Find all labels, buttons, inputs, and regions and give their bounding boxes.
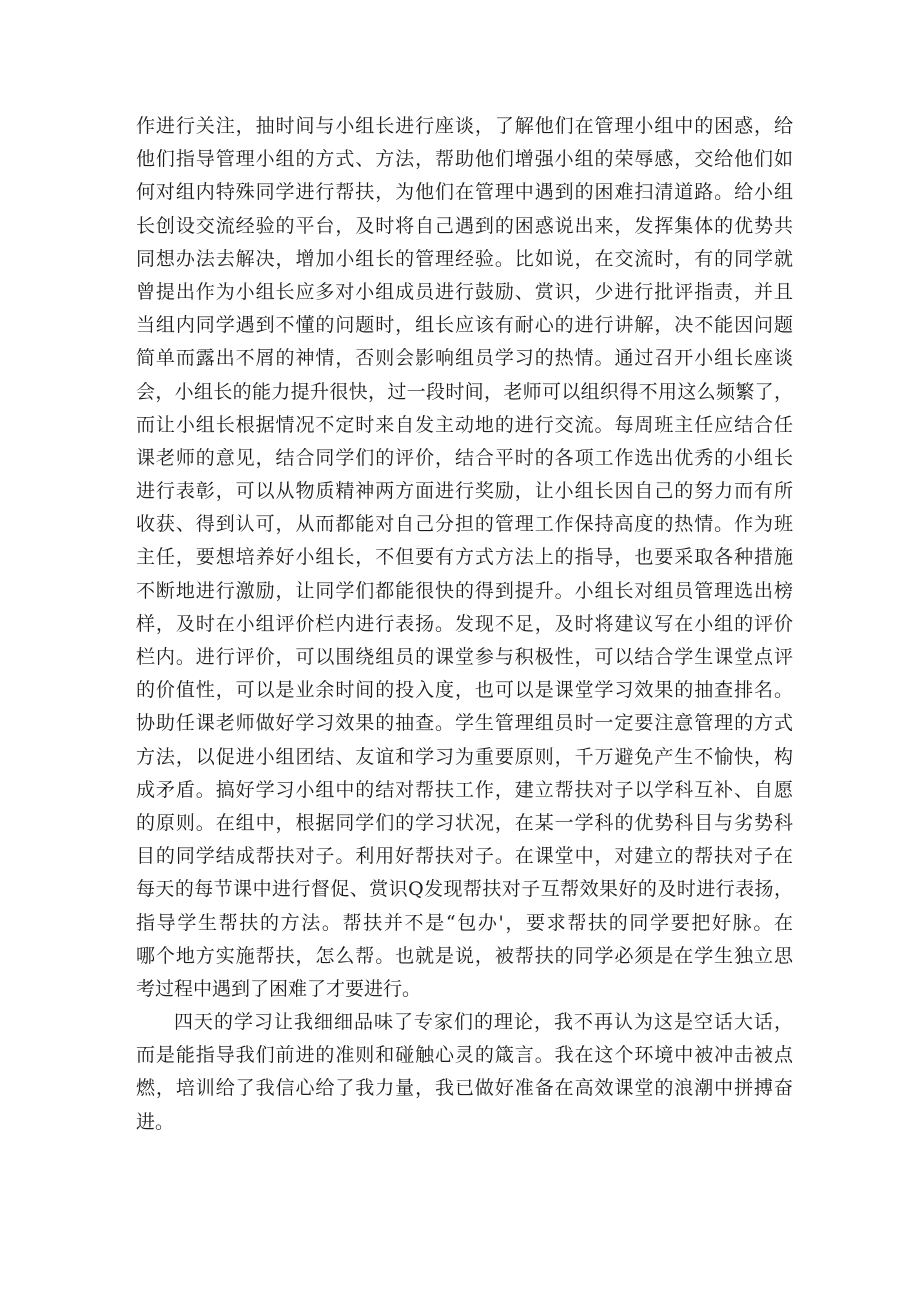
text-line: 进。 <box>136 1110 175 1133</box>
text-line: 同想办法去解决，增加小组长的管理经验。比如说，在交流时，有的同学就 <box>136 247 793 270</box>
text-line: 的原则。在组中，根据同学们的学习状况，在某一学科的优势科目与劣势科 <box>136 811 793 834</box>
text-line: 指导学生帮扶的方法。帮扶并不是“包办'，要求帮扶的同学要把好脉。在 <box>136 911 793 934</box>
text-line: 曾提出作为小组长应多对小组成员进行鼓励、赏识，少进行批评指责，并且 <box>136 280 793 303</box>
paragraph-1 <box>136 110 793 1006</box>
paragraph-2 <box>136 1006 793 1139</box>
text-line: 何对组内特殊同学进行帮扶，为他们在管理中遇到的困难扫清道路。给小组 <box>136 181 793 204</box>
text-line: 样，及时在小组评价栏内进行表扬。发现不足，及时将建议写在小组的评价 <box>136 612 793 635</box>
text-line: 四天的学习让我细细品味了专家们的理论，我不再认为这是空话大话， <box>174 1011 793 1034</box>
text-line: 而让小组长根据情况不定时来自发主动地的进行交流。每周班主任应结合任 <box>136 413 793 436</box>
text-line: 他们指导管理小组的方式、方法，帮助他们增强小组的荣辱感，交给他们如 <box>136 148 793 171</box>
text-line: 而是能指导我们前进的准则和碰触心灵的箴言。我在这个环境中被冲击被点 <box>136 1044 793 1067</box>
text-line: 燃，培训给了我信心给了我力量，我已做好准备在高效课堂的浪潮中拼搏奋 <box>136 1077 793 1100</box>
text-line: 目的同学结成帮扶对子。利用好帮扶对子。在课堂中，对建立的帮扶对子在 <box>136 845 793 868</box>
text-line: 课老师的意见，结合同学们的评价，结合平时的各项工作选出优秀的小组长 <box>136 446 793 469</box>
text-line: 的价值性，可以是业余时间的投入度，也可以是课堂学习效果的抽查排名。 <box>136 679 793 702</box>
text-line: 进行表彰，可以从物质精神两方面进行奖励，让小组长因自己的努力而有所 <box>136 480 793 503</box>
text-line: 成矛盾。搞好学习小组中的结对帮扶工作，建立帮扶对子以学科互补、自愿 <box>136 778 793 801</box>
text-line: 长创设交流经验的平台，及时将自己遇到的困惑说出来，发挥集体的优势共 <box>136 214 793 237</box>
text-line: 当组内同学遇到不懂的问题时，组长应该有耐心的进行讲解，决不能因问题 <box>136 314 793 337</box>
text-line: 哪个地方实施帮扶，怎么帮。也就是说，被帮扶的同学必须是在学生独立思 <box>136 944 793 967</box>
text-line: 主任，要想培养好小组长，不但要有方式方法上的指导，也要采取各种措施 <box>136 546 793 569</box>
text-line: 方法，以促进小组团结、友谊和学习为重要原则，千万避免产生不愉快，构 <box>136 745 793 768</box>
text-line: 考过程中遇到了困难了才要进行。 <box>136 977 422 1000</box>
body-text <box>136 110 793 1139</box>
text-line: 会，小组长的能力提升很快，过一段时间，老师可以组织得不用这么频繁了， <box>136 380 793 403</box>
text-line: 不断地进行激励，让同学们都能很快的得到提升。小组长对组员管理选出榜 <box>136 579 793 602</box>
text-line: 每天的每节课中进行督促、赏识Q发现帮扶对子互帮效果好的及时进行表扬， <box>136 878 793 901</box>
text-line: 栏内。进行评价，可以围绕组员的课堂参与积极性，可以结合学生课堂点评 <box>136 646 793 668</box>
text-line: 作进行关注，抽时间与小组长进行座谈，了解他们在管理小组中的困惑，给 <box>136 115 793 137</box>
text-line: 简单而露出不屑的神情，否则会影响组员学习的热情。通过召开小组长座谈 <box>136 347 793 370</box>
text-line: 收获、得到认可，从而都能对自己分担的管理工作保持高度的热情。作为班 <box>136 513 793 536</box>
text-line: 协助任课老师做好学习效果的抽查。学生管理组员时一定要注意管理的方式 <box>136 712 793 735</box>
